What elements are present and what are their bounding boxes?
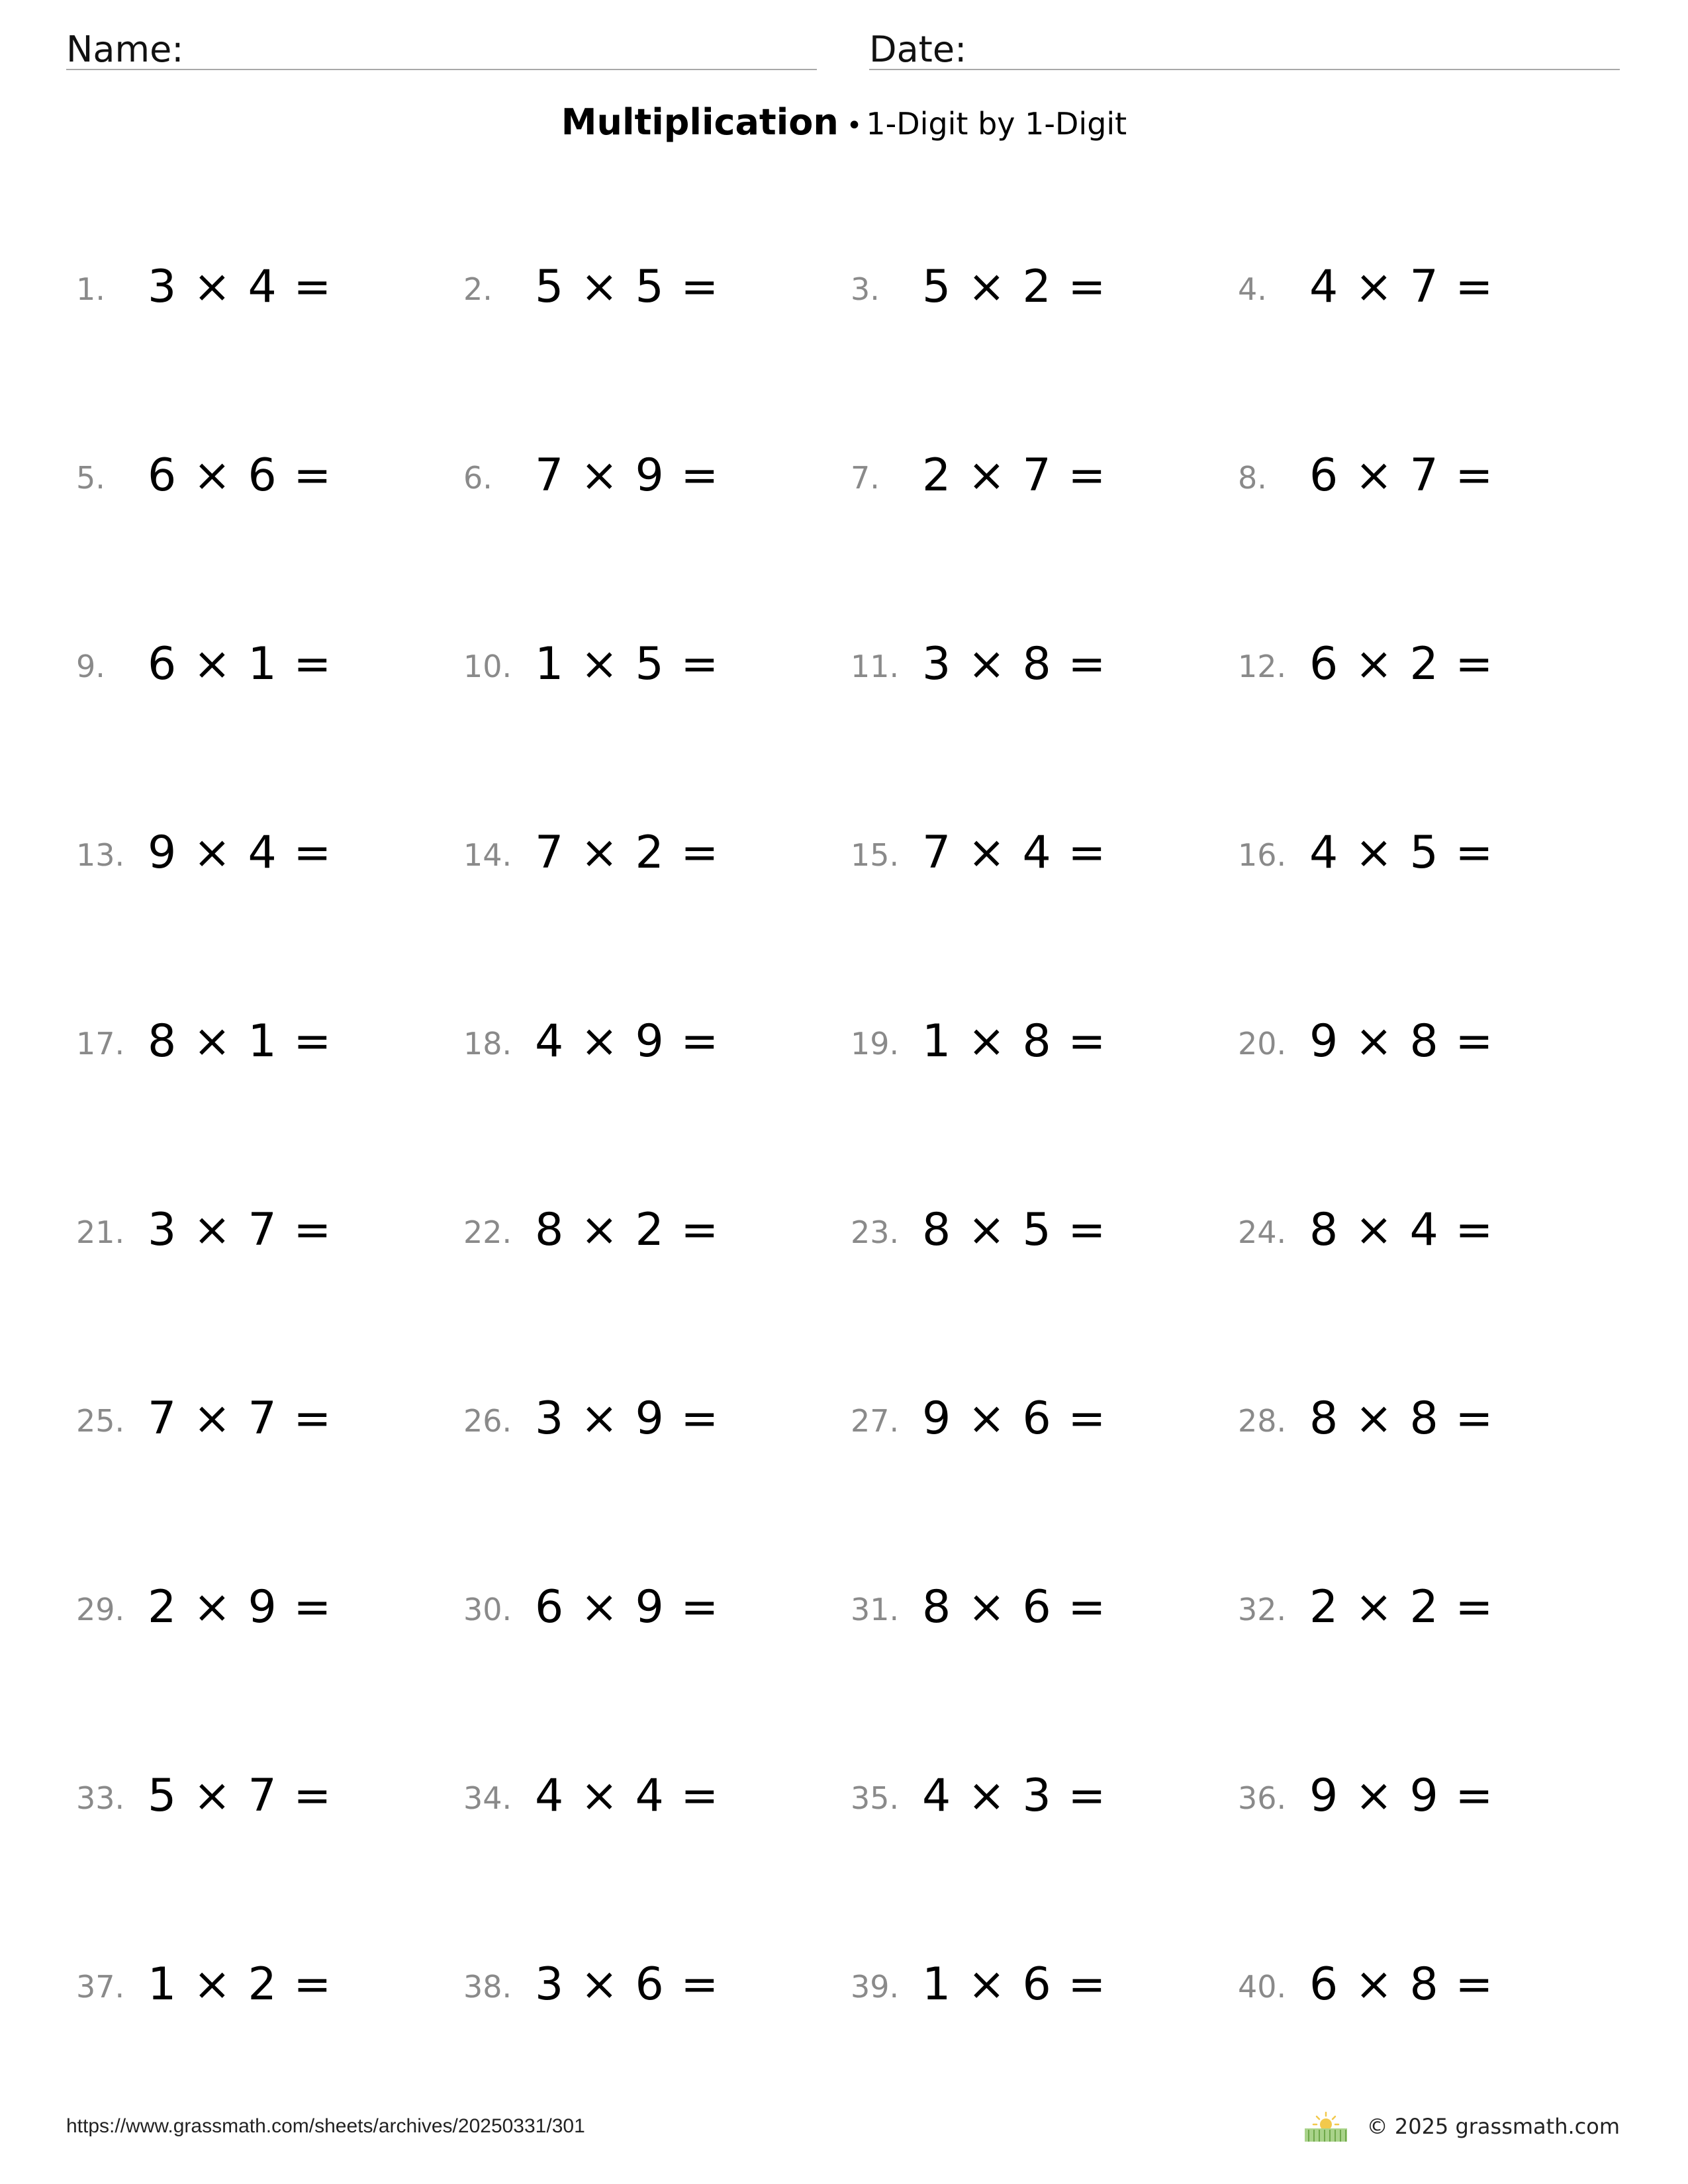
problem-number: 7.	[851, 460, 880, 496]
problem-item	[76, 1195, 447, 1261]
problem-expression: 6 × 1 =	[148, 638, 333, 690]
problem-expression: 3 × 8 =	[922, 638, 1107, 690]
problems-grid	[0, 251, 1688, 2144]
problem-expression: 1 × 5 =	[535, 638, 720, 690]
problem-expression: 8 × 2 =	[535, 1204, 720, 1256]
problem-number: 17.	[76, 1026, 125, 1062]
problem-number: 3.	[851, 271, 880, 307]
problem-number: 40.	[1238, 1969, 1287, 2005]
problem-number: 33.	[76, 1780, 125, 1816]
problem-number: 15.	[851, 837, 900, 873]
problem-item	[1238, 1006, 1609, 1072]
problem-expression: 8 × 8 =	[1309, 1392, 1495, 1445]
problem-item	[463, 251, 834, 318]
problem-expression: 3 × 6 =	[535, 1958, 720, 2011]
title-main: Multiplication	[561, 101, 839, 143]
problem-item	[76, 1760, 447, 1827]
problem-expression: 6 × 9 =	[535, 1581, 720, 1633]
problem-number: 14.	[463, 837, 512, 873]
problem-number: 21.	[76, 1214, 125, 1250]
problem-item	[851, 629, 1221, 695]
problem-item	[463, 1195, 834, 1261]
problem-expression: 3 × 9 =	[535, 1392, 720, 1445]
problem-item	[851, 440, 1221, 506]
problem-expression: 7 × 2 =	[535, 827, 720, 879]
problem-number: 29.	[76, 1592, 125, 1627]
problem-number: 31.	[851, 1592, 900, 1627]
problem-item	[76, 1006, 447, 1072]
problem-number: 38.	[463, 1969, 512, 2005]
problem-item	[851, 1572, 1221, 1638]
problem-expression: 8 × 6 =	[922, 1581, 1107, 1633]
footer-copyright: © 2025 grassmath.com	[1366, 2114, 1620, 2139]
problem-number: 35.	[851, 1780, 900, 1816]
problem-item	[1238, 1572, 1609, 1638]
problem-expression: 8 × 4 =	[1309, 1204, 1495, 1256]
problem-item	[76, 817, 447, 884]
problem-expression: 5 × 5 =	[535, 261, 720, 313]
problem-expression: 1 × 2 =	[148, 1958, 333, 2011]
problem-item	[76, 440, 447, 506]
problem-expression: 1 × 6 =	[922, 1958, 1107, 2011]
problem-expression: 9 × 6 =	[922, 1392, 1107, 1445]
problem-expression: 1 × 8 =	[922, 1015, 1107, 1068]
problem-number: 8.	[1238, 460, 1267, 496]
problem-number: 23.	[851, 1214, 900, 1250]
problem-number: 37.	[76, 1969, 125, 2005]
problem-item	[76, 1383, 447, 1449]
problem-number: 32.	[1238, 1592, 1287, 1627]
problem-item	[463, 440, 834, 506]
problem-expression: 5 × 2 =	[922, 261, 1107, 313]
problem-item	[1238, 1949, 1609, 2015]
problem-number: 19.	[851, 1026, 900, 1062]
problem-item	[851, 1949, 1221, 2015]
problem-number: 34.	[463, 1780, 512, 1816]
problem-item	[76, 251, 447, 318]
problem-item	[1238, 817, 1609, 884]
problem-item	[76, 1949, 447, 2015]
problem-number: 10.	[463, 649, 512, 684]
problem-number: 36.	[1238, 1780, 1287, 1816]
problem-expression: 3 × 4 =	[148, 261, 333, 313]
problem-number: 39.	[851, 1969, 900, 2005]
problem-expression: 2 × 2 =	[1309, 1581, 1495, 1633]
problem-number: 2.	[463, 271, 492, 307]
problem-number: 1.	[76, 271, 105, 307]
problem-item	[463, 817, 834, 884]
problem-item	[1238, 251, 1609, 318]
problem-number: 27.	[851, 1403, 900, 1439]
problem-item	[851, 251, 1221, 318]
problem-expression: 9 × 8 =	[1309, 1015, 1495, 1068]
problem-item	[851, 817, 1221, 884]
problem-expression: 2 × 7 =	[922, 449, 1107, 502]
footer-url: https://www.grassmath.com/sheets/archives/20250331/301	[66, 2115, 585, 2137]
problem-expression: 4 × 9 =	[535, 1015, 720, 1068]
problem-number: 26.	[463, 1403, 512, 1439]
problem-expression: 8 × 1 =	[148, 1015, 333, 1068]
problem-item	[851, 1383, 1221, 1449]
problem-expression: 6 × 2 =	[1309, 638, 1495, 690]
grass-sun-logo-icon	[1302, 2110, 1350, 2143]
problem-item	[1238, 440, 1609, 506]
problem-number: 22.	[463, 1214, 512, 1250]
problem-expression: 4 × 7 =	[1309, 261, 1495, 313]
problem-number: 25.	[76, 1403, 125, 1439]
problem-number: 9.	[76, 649, 105, 684]
problem-number: 24.	[1238, 1214, 1287, 1250]
title-bullet: •	[846, 111, 863, 141]
problem-item	[1238, 629, 1609, 695]
problem-number: 16.	[1238, 837, 1287, 873]
problem-expression: 7 × 4 =	[922, 827, 1107, 879]
problem-expression: 4 × 3 =	[922, 1770, 1107, 1822]
problem-item	[463, 1949, 834, 2015]
problem-number: 5.	[76, 460, 105, 496]
problem-number: 4.	[1238, 271, 1267, 307]
problem-item	[463, 1572, 834, 1638]
problem-item	[1238, 1195, 1609, 1261]
title-subtitle: 1-Digit by 1-Digit	[866, 106, 1127, 142]
name-field[interactable]	[66, 25, 817, 70]
problem-expression: 8 × 5 =	[922, 1204, 1107, 1256]
problem-number: 6.	[463, 460, 492, 496]
footer-branding	[1302, 2110, 1620, 2143]
problem-item	[463, 1383, 834, 1449]
problem-number: 12.	[1238, 649, 1287, 684]
problem-item	[76, 1572, 447, 1638]
problem-expression: 9 × 9 =	[1309, 1770, 1495, 1822]
problem-expression: 9 × 4 =	[148, 827, 333, 879]
worksheet-title	[0, 101, 1688, 143]
problem-expression: 5 × 7 =	[148, 1770, 333, 1822]
date-label: Date:	[869, 28, 967, 70]
problem-item	[463, 1760, 834, 1827]
problem-item	[76, 629, 447, 695]
name-label: Name:	[66, 28, 184, 70]
problem-expression: 4 × 4 =	[535, 1770, 720, 1822]
problem-number: 13.	[76, 837, 125, 873]
problem-expression: 6 × 8 =	[1309, 1958, 1495, 2011]
date-field[interactable]	[869, 25, 1620, 70]
problem-number: 28.	[1238, 1403, 1287, 1439]
problem-item	[851, 1760, 1221, 1827]
problem-expression: 7 × 7 =	[148, 1392, 333, 1445]
problem-number: 20.	[1238, 1026, 1287, 1062]
problem-expression: 7 × 9 =	[535, 449, 720, 502]
problem-number: 11.	[851, 649, 900, 684]
problem-item	[1238, 1383, 1609, 1449]
problem-item	[851, 1195, 1221, 1261]
problem-expression: 2 × 9 =	[148, 1581, 333, 1633]
problem-item	[1238, 1760, 1609, 1827]
problem-number: 18.	[463, 1026, 512, 1062]
problem-item	[463, 629, 834, 695]
problem-expression: 6 × 7 =	[1309, 449, 1495, 502]
problem-number: 30.	[463, 1592, 512, 1627]
problem-expression: 6 × 6 =	[148, 449, 333, 502]
problem-item	[463, 1006, 834, 1072]
problem-expression: 4 × 5 =	[1309, 827, 1495, 879]
problem-expression: 3 × 7 =	[148, 1204, 333, 1256]
problem-item	[851, 1006, 1221, 1072]
